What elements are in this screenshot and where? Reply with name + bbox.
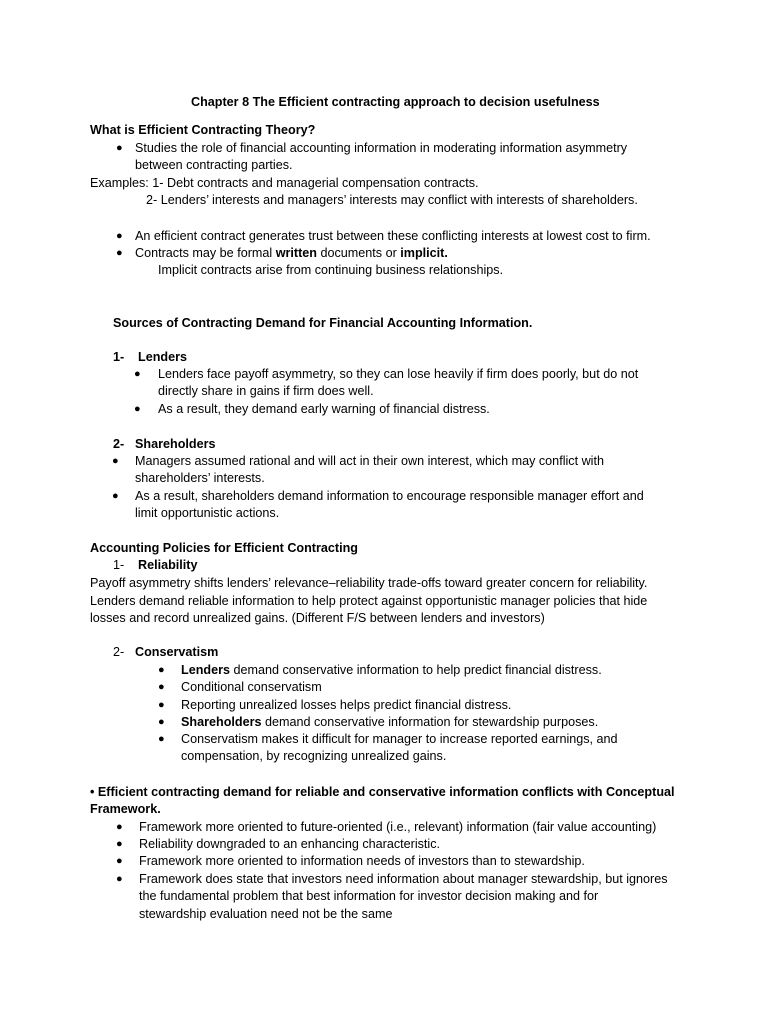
bullet-icon: ● <box>134 368 141 380</box>
shareholders-bullet-2: As a result, shareholders demand information to encourage responsible manager effort and <box>135 489 644 503</box>
section-heading-sources: Sources of Contracting Demand for Financial Accounting Information. <box>113 316 533 330</box>
conservatism-bullet-1: Lenders demand conservative information to help predict financial distress. <box>181 663 602 677</box>
conservatism-bullet-2: Conditional conservatism <box>181 680 322 694</box>
conservatism-number: 2- <box>113 645 125 659</box>
bullet-icon: ● <box>116 821 123 833</box>
conservatism-bullet-3: Reporting unrealized losses helps predict financial distress. <box>181 698 512 712</box>
conflict-bullet-4-cont: the fundamental problem that best information for investor decision making and for <box>139 889 599 903</box>
bullet-icon: ● <box>158 716 165 728</box>
conflict-heading: • Efficient contracting demand for reliable and conservative information conflicts with Conceptual <box>90 785 675 799</box>
theory-bullet-1: Studies the role of financial accounting information in moderating information asymmetry <box>135 141 628 155</box>
shareholders-number: 2- <box>113 437 125 451</box>
conflict-bullet-4: Framework does state that investors need information about manager stewardship, but ignores <box>139 872 668 886</box>
reliability-para-line-1: Payoff asymmetry shifts lenders’ relevance–reliability trade-offs toward greater concern for reliability. <box>90 576 648 590</box>
conflict-bullet-2: Reliability downgraded to an enhancing characteristic. <box>139 837 441 851</box>
theory-bullet-2: An efficient contract generates trust between these conflicting interests at lowest cost to firm. <box>135 229 651 243</box>
shareholders-label: Shareholders <box>135 437 216 451</box>
theory-bullet-3: Contracts may be formal written documents or implicit. <box>135 246 448 260</box>
bullet-icon: ● <box>116 838 123 850</box>
conservatism-bullet-5: Conservatism makes it difficult for manager to increase reported earnings, and <box>181 732 618 746</box>
implicit-note: Implicit contracts arise from continuing business relationships. <box>158 263 504 277</box>
shareholders-bullet-1-cont: shareholders’ interests. <box>135 471 265 485</box>
conservatism-label: Conservatism <box>135 645 219 659</box>
conflict-bullet-3: Framework more oriented to information needs of investors than to stewardship. <box>139 854 585 868</box>
section-heading-policies: Accounting Policies for Efficient Contracting <box>90 541 358 555</box>
lenders-bullet-2: As a result, they demand early warning of financial distress. <box>158 402 490 416</box>
bullet-icon: ● <box>158 699 165 711</box>
bullet-icon: ● <box>158 681 165 693</box>
bullet-icon: ● <box>116 142 123 154</box>
bullet-icon: ● <box>116 230 123 242</box>
bullet-icon: ● <box>116 855 123 867</box>
bullet-icon: ● <box>112 490 119 502</box>
reliability-label: Reliability <box>138 558 198 572</box>
examples-line-2: 2- Lenders’ interests and managers’ interests may conflict with interests of shareholders. <box>146 193 638 207</box>
lenders-bullet-1-cont: directly share in gains if firm does well. <box>158 384 374 398</box>
lenders-bullet-1: Lenders face payoff asymmetry, so they can lose heavily if firm does poorly, but do not <box>158 367 639 381</box>
lenders-number: 1- <box>113 350 125 364</box>
conflict-heading-cont: Framework. <box>90 802 161 816</box>
examples-line-1: Examples: 1- Debt contracts and managerial compensation contracts. <box>90 176 479 190</box>
reliability-para-line-3: losses and record unrealized gains. (Different F/S between lenders and investors) <box>90 611 545 625</box>
conservatism-bullet-4: Shareholders demand conservative information for stewardship purposes. <box>181 715 599 729</box>
reliability-number: 1- <box>113 558 125 572</box>
conflict-bullet-4-cont-2: stewardship evaluation need not be the same <box>139 907 393 921</box>
section-heading-theory: What is Efficient Contracting Theory? <box>90 123 316 137</box>
theory-bullet-1-cont: between contracting parties. <box>135 158 293 172</box>
bullet-icon: ● <box>134 403 141 415</box>
bullet-icon: ● <box>158 664 165 676</box>
bullet-icon: ● <box>158 733 165 745</box>
reliability-para-line-2: Lenders demand reliable information to help protect against opportunistic manager policies that hide <box>90 594 648 608</box>
conflict-bullet-1: Framework more oriented to future-oriented (i.e., relevant) information (fair value accounting) <box>139 820 657 834</box>
bullet-icon: ● <box>112 455 119 467</box>
page-title: Chapter 8 The Efficient contracting approach to decision usefulness <box>191 95 600 109</box>
lenders-label: Lenders <box>138 350 187 364</box>
bullet-icon: ● <box>116 247 123 259</box>
conservatism-bullet-5-cont: compensation, by recognizing unrealized gains. <box>181 749 447 763</box>
shareholders-bullet-2-cont: limit opportunistic actions. <box>135 506 280 520</box>
shareholders-bullet-1: Managers assumed rational and will act in their own interest, which may conflict with <box>135 454 604 468</box>
bullet-icon: ● <box>116 873 123 885</box>
